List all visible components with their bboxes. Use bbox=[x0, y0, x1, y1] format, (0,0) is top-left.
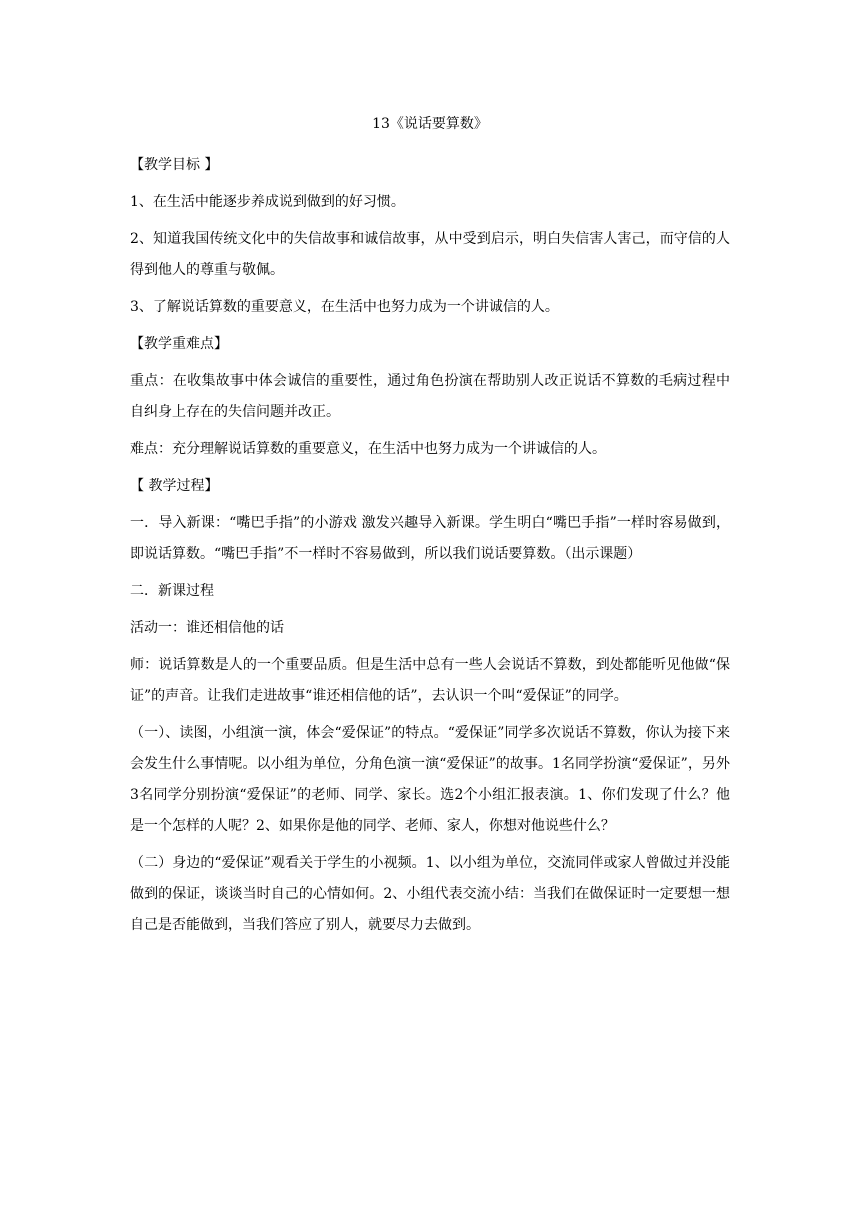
process-new-lesson: 二．新课过程 bbox=[130, 583, 214, 599]
difficult-point: 难点：充分理解说话算数的重要意义，在生活中也努力成为一个讲诚信的人。 bbox=[130, 441, 606, 457]
document-body bbox=[130, 114, 730, 947]
step-2: （二）身边的“爱保证”观看关于学生的小视频。1、以小组为单位，交流同伴或家人曾做过并没能做到的保证，谈谈当时自己的心情如何。2、小组代表交流小结：当我们在做保证时一定要想一想自己是否能做到，当我们答应了别人，就要尽力去做到。 bbox=[130, 855, 730, 933]
key-point: 重点：在收集故事中体会诚信的重要性，通过角色扮演在帮助别人改正说话不算数的毛病过程中自纠身上存在的失信问题并改正。 bbox=[130, 373, 730, 420]
objective-1: 1、在生活中能逐步养成说到做到的好习惯。 bbox=[130, 194, 405, 210]
section-heading-key-points: 【教学重难点】 bbox=[130, 336, 228, 352]
document-title: 13《说话要算数》 bbox=[372, 116, 488, 132]
process-intro: 一．导入新课：“嘴巴手指”的小游戏 激发兴趣导入新课。学生明白“嘴巴手指”一样时容易做到，即说话算数。“嘴巴手指”不一样时不容易做到，所以我们说话要算数。（出示课题） bbox=[130, 515, 730, 562]
teacher-intro: 师：说话算数是人的一个重要品质。但是生活中总有一些人会说话不算数，到处都能听见他做“保证”的声音。让我们走进故事“谁还相信他的话”，去认识一个叫“爱保证”的同学。 bbox=[130, 657, 730, 704]
objective-2: 2、知道我国传统文化中的失信故事和诚信故事，从中受到启示，明白失信害人害己，而守信的人得到他人的尊重与敬佩。 bbox=[130, 231, 730, 278]
activity-1-title: 活动一：谁还相信他的话 bbox=[130, 620, 284, 636]
objective-3: 3、了解说话算数的重要意义，在生活中也努力成为一个讲诚信的人。 bbox=[130, 299, 559, 315]
section-heading-process: 【 教学过程】 bbox=[130, 478, 219, 494]
step-1: （一）、读图，小组演一演，体会“爱保证”的特点。“爱保证”同学多次说话不算数，你认为接下来会发生什么事情呢。以小组为单位，分角色演一演“爱保证”的故事。1名同学扮演“爱保证”，另外3名同学分别扮演“爱保证”的老师、同学、家长。选2个小组汇报表演。1、你们发现了什么？他是一个怎样的人呢？2、如果你是他的同学、老师、家人，你想对他说些什么？ bbox=[130, 725, 730, 834]
section-heading-objectives: 【教学目标 】 bbox=[130, 157, 219, 173]
